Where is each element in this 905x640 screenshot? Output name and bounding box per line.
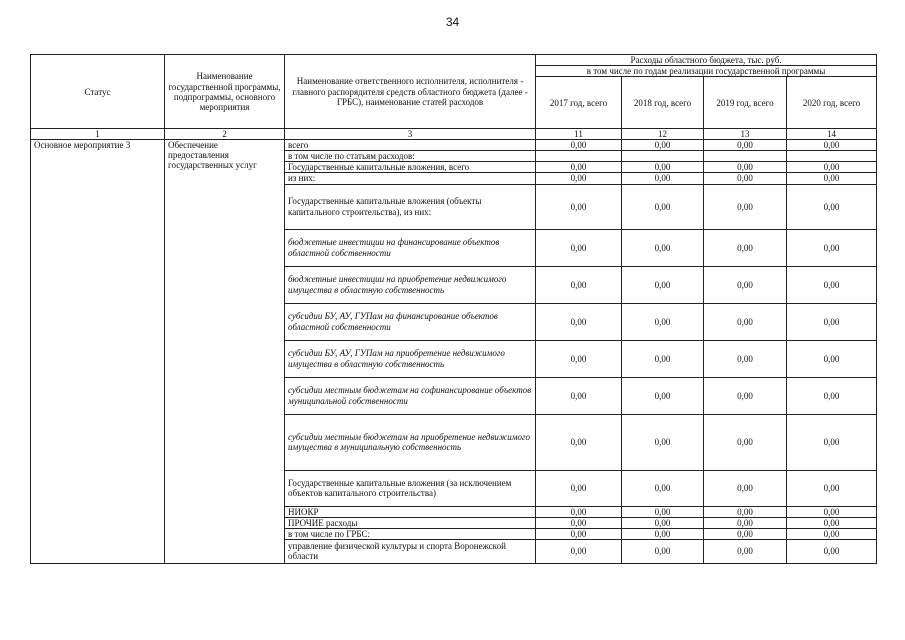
header-year-2017: 2017 год, всего — [536, 77, 622, 129]
header-program-name: Наименование государственной программы, подпрограммы, основного мероприятия — [165, 55, 285, 129]
header-status: Статус — [31, 55, 165, 129]
row-value — [536, 151, 622, 162]
row-value: 0,00 — [787, 414, 877, 470]
row-value: 0,00 — [622, 340, 704, 377]
row-value: 0,00 — [622, 528, 704, 539]
header-year-2020: 2020 год, всего — [787, 77, 877, 129]
column-number: 3 — [285, 129, 536, 140]
row-value: 0,00 — [536, 184, 622, 229]
row-value: 0,00 — [704, 539, 787, 563]
row-value: 0,00 — [787, 506, 877, 517]
row-value: 0,00 — [536, 162, 622, 173]
page-number: 34 — [445, 15, 460, 29]
row-label: субсидии местным бюджетам на софинансирование объектов муниципальной собственности — [285, 377, 536, 414]
row-value: 0,00 — [622, 506, 704, 517]
row-value: 0,00 — [787, 173, 877, 184]
column-number: 14 — [787, 129, 877, 140]
row-value: 0,00 — [787, 377, 877, 414]
row-value: 0,00 — [536, 266, 622, 303]
row-value: 0,00 — [622, 266, 704, 303]
budget-table — [30, 54, 877, 564]
row-value: 0,00 — [787, 303, 877, 340]
header-by-years: в том числе по годам реализации государственной программы — [536, 66, 877, 77]
row-value: 0,00 — [622, 184, 704, 229]
row-value: 0,00 — [536, 303, 622, 340]
row-value: 0,00 — [704, 173, 787, 184]
row-value: 0,00 — [704, 414, 787, 470]
row-value: 0,00 — [787, 184, 877, 229]
column-number: 2 — [165, 129, 285, 140]
row-value: 0,00 — [536, 414, 622, 470]
row-label: ПРОЧИЕ расходы — [285, 517, 536, 528]
row-value — [622, 151, 704, 162]
row-value: 0,00 — [536, 506, 622, 517]
row-value: 0,00 — [787, 528, 877, 539]
row-value: 0,00 — [536, 470, 622, 506]
row-value: 0,00 — [536, 173, 622, 184]
row-value: 0,00 — [704, 303, 787, 340]
header-year-2018: 2018 год, всего — [622, 77, 704, 129]
column-number: 13 — [704, 129, 787, 140]
column-number: 1 — [31, 129, 165, 140]
row-label: в том числе по статьям расходов: — [285, 151, 536, 162]
row-value: 0,00 — [536, 539, 622, 563]
row-value: 0,00 — [622, 229, 704, 266]
row-value: 0,00 — [704, 517, 787, 528]
row-label: Государственные капитальные вложения (объекты капитального строительства), из них: — [285, 184, 536, 229]
row-value: 0,00 — [704, 266, 787, 303]
row-label: бюджетные инвестиции на финансирование объектов областной собственности — [285, 229, 536, 266]
row-value: 0,00 — [704, 184, 787, 229]
header-year-2019: 2019 год, всего — [704, 77, 787, 129]
header-expenses-title: Расходы областного бюджета, тыс. руб. — [536, 55, 877, 66]
row-value: 0,00 — [622, 303, 704, 340]
row-value: 0,00 — [704, 506, 787, 517]
row-label: в том числе по ГРБС: — [285, 528, 536, 539]
row-label: всего — [285, 140, 536, 151]
row-label: субсидии местным бюджетам на приобретение недвижимого имущества в муниципальную собственность — [285, 414, 536, 470]
program-name-cell: Обеспечение предоставления государственных услуг — [165, 140, 285, 564]
row-label: Государственные капитальные вложения, всего — [285, 162, 536, 173]
row-value: 0,00 — [704, 528, 787, 539]
row-value: 0,00 — [536, 229, 622, 266]
row-value: 0,00 — [536, 517, 622, 528]
column-number: 12 — [622, 129, 704, 140]
row-label: субсидии БУ, АУ, ГУПам на финансирование объектов областной собственности — [285, 303, 536, 340]
row-value: 0,00 — [787, 340, 877, 377]
header-executor: Наименование ответственного исполнителя, исполнителя - главного распорядителя средств областного бюджета (далее - ГРБС), наименование статей расходов — [285, 55, 536, 129]
row-value: 0,00 — [622, 539, 704, 563]
row-value: 0,00 — [622, 517, 704, 528]
row-value — [787, 151, 877, 162]
row-value: 0,00 — [622, 414, 704, 470]
row-value: 0,00 — [704, 470, 787, 506]
row-value: 0,00 — [622, 470, 704, 506]
row-label: из них: — [285, 173, 536, 184]
row-value: 0,00 — [704, 377, 787, 414]
row-value: 0,00 — [787, 229, 877, 266]
row-value: 0,00 — [622, 140, 704, 151]
row-value: 0,00 — [787, 539, 877, 563]
row-value: 0,00 — [536, 528, 622, 539]
row-value: 0,00 — [536, 340, 622, 377]
row-value: 0,00 — [536, 140, 622, 151]
row-value: 0,00 — [787, 266, 877, 303]
row-value: 0,00 — [787, 140, 877, 151]
row-value — [704, 151, 787, 162]
row-value: 0,00 — [704, 162, 787, 173]
row-label: бюджетные инвестиции на приобретение недвижимого имущества в областную собственность — [285, 266, 536, 303]
status-cell: Основное мероприятие 3 — [31, 140, 165, 564]
column-number: 11 — [536, 129, 622, 140]
row-label: НИОКР — [285, 506, 536, 517]
row-value: 0,00 — [704, 140, 787, 151]
table-row — [31, 140, 877, 151]
row-value: 0,00 — [704, 229, 787, 266]
row-label: субсидии БУ, АУ, ГУПам на приобретение недвижимого имущества в областную собственность — [285, 340, 536, 377]
row-label: Государственные капитальные вложения (за исключением объектов капитального строительства) — [285, 470, 536, 506]
row-value: 0,00 — [536, 377, 622, 414]
row-label: управление физической культуры и спорта Воронежской области — [285, 539, 536, 563]
row-value: 0,00 — [787, 162, 877, 173]
row-value: 0,00 — [622, 162, 704, 173]
row-value: 0,00 — [787, 470, 877, 506]
row-value: 0,00 — [622, 173, 704, 184]
row-value: 0,00 — [787, 517, 877, 528]
row-value: 0,00 — [622, 377, 704, 414]
row-value: 0,00 — [704, 340, 787, 377]
